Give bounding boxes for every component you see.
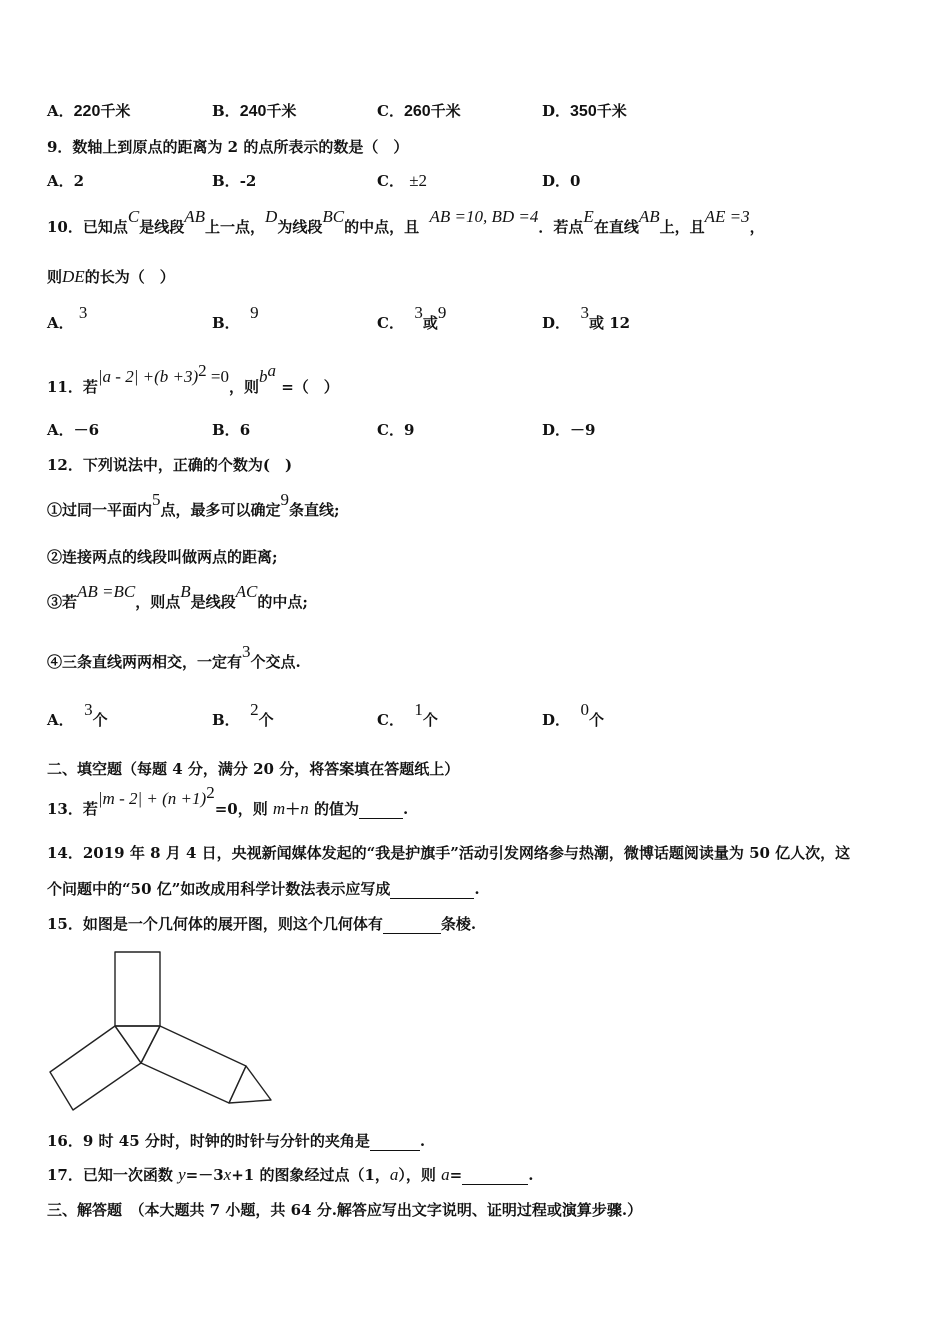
q12-option-d: D． 0个 [542,700,604,729]
q13-answer-blank[interactable] [359,800,403,819]
q10-stem: 10．已知点C是线段AB上一点，D为线段BC的中点，且 AB =10, BD =4．若点E在直线AB上，且AE =3， [47,207,765,236]
q12-statement-2: ②连接两点的线段叫做两点的距离; [47,548,278,566]
q12-option-c: C． 1个 [377,700,438,729]
q15-answer-blank[interactable] [383,915,441,934]
q12-statement-3: ③若AB =BC，则点B是线段AC的中点; [47,582,308,611]
q11-option-d: D．－9 [542,421,596,439]
q17-answer-blank[interactable] [462,1166,528,1185]
q9-option-d: D．0 [542,172,581,190]
q11-option-c: C．9 [377,421,415,439]
q15-stem: 15．如图是一个几何体的展开图，则这个几何体有 条棱. [47,915,477,933]
net-end-triangle [229,1066,271,1103]
q11-stem: 11．若$|a - 2| +(b +3)^2 =0$，则$b^a$ =（ ） [47,361,339,396]
q8-option-c: C．260千米 [377,102,461,120]
q10-option-c: C． 3或9 [377,303,447,332]
net-left-rectangle [50,1026,141,1110]
q11-option-a: A．－6 [47,421,100,439]
q13-stem: 13．若$|m - 2| + (n +1)^2=0$，则 m＋n 的值为 . [47,783,409,818]
q10-option-d: D． 3或 12 [542,303,631,332]
section-answer-header: 三、解答题 （本大题共 7 小题，共 64 分.解答应写出文字说明、证明过程或演算步骤.） [47,1201,643,1219]
q12-stem: 12．下列说法中，正确的个数为( ) [47,456,293,474]
q16-answer-blank[interactable] [370,1132,420,1151]
q9-option-a: A．2 [47,172,85,190]
q8-option-b: B．240千米 [212,102,297,120]
q11-option-b: B．6 [212,421,251,439]
q8-option-a: A．220千米 [47,102,131,120]
q16-stem: 16．9 时 45 分时，时钟的时针与分针的夹角是 . [47,1132,426,1150]
net-top-rectangle [115,952,160,1026]
net-right-rectangle [141,1026,246,1103]
q14-stem-line2: 个问题中的“50 亿”如改成用科学计数法表示应写成 . [47,880,480,898]
q9-option-b: B．-2 [212,172,257,190]
section-fill-in-header: 二、填空题（每题 4 分，满分 20 分，将答案填在答题纸上） [47,760,460,778]
q12-statement-4: ④三条直线两两相交，一定有3个交点. [47,642,301,671]
q9-option-c: C． ±2 [377,171,428,190]
q17-stem: 17．已知一次函数 y=－3x+1 的图象经过点（1，a），则 a= . [47,1165,534,1184]
q10-option-b: B． 9 [212,303,259,332]
q10-option-a: A． 3 [47,303,88,332]
q14-answer-blank[interactable] [390,880,474,899]
q10-stem-line2: 则DE的长为（ ） [47,267,175,286]
q14-stem-line1: 14．2019 年 8 月 4 日，央视新闻媒体发起的“我是护旗手”活动引发网络参与热潮，微博话题阅读量为 50 亿人次，这 [47,844,851,862]
q12-option-b: B． 2个 [212,700,274,729]
q12-statement-1: ①过同一平面内5点，最多可以确定9条直线; [47,490,340,519]
net-center-triangle [115,1026,160,1063]
q12-option-a: A． 3个 [47,700,108,729]
q8-option-d: D．350千米 [542,102,627,120]
q9-stem: 9．数轴上到原点的距离为 2 的点所表示的数是（ ） [47,138,409,156]
